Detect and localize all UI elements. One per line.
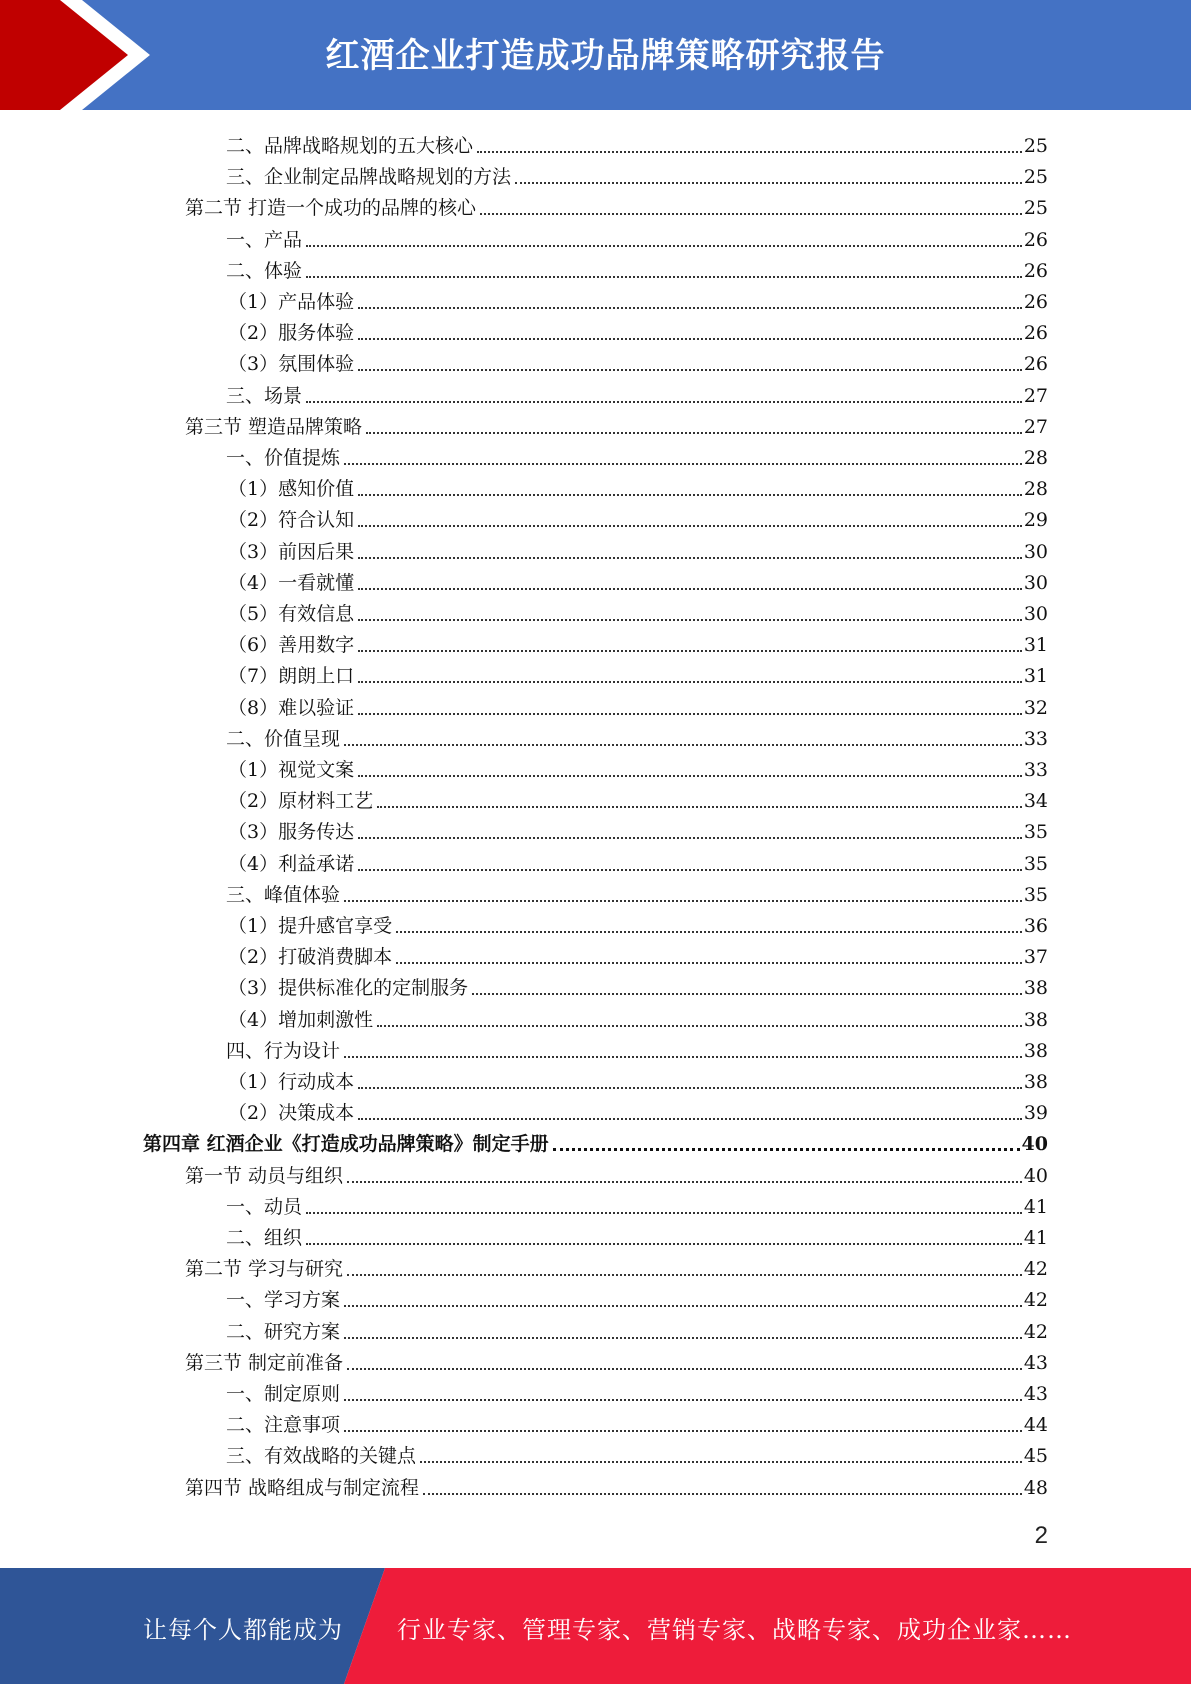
toc-entry-label: 四、行为设计 <box>226 1039 344 1063</box>
toc-dot-leader <box>358 619 1022 621</box>
toc-dot-leader <box>344 744 1022 746</box>
toc-entry-label: 二、价值呈现 <box>226 727 344 751</box>
toc-entry-page: 43 <box>1023 1351 1048 1374</box>
toc-dot-leader <box>306 1243 1022 1245</box>
toc-entry-page: 34 <box>1023 790 1048 813</box>
toc-entry-label: 第四章 红酒企业《打造成功品牌策略》制定手册 <box>143 1132 553 1156</box>
toc-entry-label: 二、注意事项 <box>226 1413 344 1437</box>
toc-entry-label: （2）原材料工艺 <box>228 789 377 813</box>
toc-entry[interactable] <box>226 439 1048 470</box>
toc-entry-label: 一、产品 <box>226 228 306 252</box>
toc-entry[interactable] <box>185 1250 1048 1281</box>
toc-entry[interactable] <box>226 1406 1048 1437</box>
footer-slogan-left: 让每个人都能成为 <box>143 1616 343 1644</box>
toc-dot-leader <box>347 1181 1022 1183</box>
toc-dot-leader <box>480 213 1022 215</box>
toc-dot-leader <box>472 993 1022 995</box>
toc-entry-page: 25 <box>1023 166 1048 189</box>
toc-entry-label: 三、企业制定品牌战略规划的方法 <box>226 165 515 189</box>
toc-entry-page: 41 <box>1023 1195 1048 1218</box>
toc-entry-page: 26 <box>1023 291 1048 313</box>
toc-entry-page: 27 <box>1023 384 1048 407</box>
toc-dot-leader <box>358 775 1022 777</box>
toc-entry-label: （1）视觉文案 <box>228 758 358 782</box>
toc-entry-page: 33 <box>1023 759 1048 781</box>
toc-entry[interactable] <box>228 564 1048 595</box>
toc-dot-leader <box>358 1118 1022 1120</box>
toc-entry[interactable] <box>228 283 1048 314</box>
toc-entry-page: 44 <box>1023 1414 1048 1437</box>
toc-entry-page: 42 <box>1023 1320 1048 1343</box>
toc-dot-leader <box>377 806 1022 808</box>
toc-entry-page: 26 <box>1023 322 1048 345</box>
toc-entry-page: 45 <box>1023 1445 1048 1468</box>
toc-dot-leader <box>306 1212 1022 1214</box>
toc-entry-page: 36 <box>1023 915 1048 937</box>
report-title: 红酒企业打造成功品牌策略研究报告 <box>325 36 886 76</box>
toc-entry[interactable] <box>228 813 1048 844</box>
toc-entry-label: 二、品牌战略规划的五大核心 <box>226 134 477 158</box>
toc-entry-page: 35 <box>1023 883 1048 906</box>
toc-entry-label: （4）增加刺激性 <box>228 1008 377 1032</box>
toc-entry[interactable] <box>228 501 1048 532</box>
toc-dot-leader <box>344 463 1022 465</box>
toc-dot-leader <box>423 1493 1022 1495</box>
toc-dot-leader <box>420 1461 1022 1463</box>
toc-entry-page: 26 <box>1023 259 1048 282</box>
toc-entry[interactable] <box>228 938 1048 969</box>
toc-entry[interactable] <box>228 533 1048 564</box>
toc-entry-label: （6）善用数字 <box>228 633 358 657</box>
toc-dot-leader <box>344 1430 1022 1432</box>
toc-entry-page: 31 <box>1023 665 1048 688</box>
toc-entry-page: 38 <box>1023 1039 1048 1062</box>
toc-entry-label: （4）利益承诺 <box>228 852 358 876</box>
toc-entry[interactable] <box>185 408 1048 439</box>
toc-entry-page: 39 <box>1023 1102 1048 1125</box>
toc-entry-page: 38 <box>1023 977 1048 1000</box>
toc-dot-leader <box>306 401 1022 403</box>
toc-entry-page: 29 <box>1023 509 1048 532</box>
toc-entry[interactable] <box>185 1157 1048 1188</box>
toc-dot-leader <box>366 432 1022 434</box>
toc-dot-leader <box>306 276 1022 278</box>
toc-entry-page: 27 <box>1023 415 1048 438</box>
toc-entry[interactable] <box>228 470 1048 501</box>
toc-dot-leader <box>515 182 1022 184</box>
toc-dot-leader <box>344 1305 1022 1307</box>
toc-entry-label: 一、价值提炼 <box>226 446 344 470</box>
toc-entry[interactable] <box>226 1375 1048 1406</box>
toc-entry[interactable] <box>228 969 1048 1000</box>
toc-dot-leader <box>553 1148 1020 1151</box>
toc-entry-label: （1）行动成本 <box>228 1070 358 1094</box>
toc-entry[interactable] <box>228 1094 1048 1125</box>
toc-entry-label: （1）提升感官享受 <box>228 914 396 938</box>
toc-entry-page: 26 <box>1023 228 1048 251</box>
toc-entry-page: 42 <box>1023 1289 1048 1312</box>
toc-entry-label: 三、有效战略的关键点 <box>226 1444 420 1468</box>
toc-entry[interactable] <box>228 657 1048 688</box>
toc-entry-label: 第四节 战略组成与制定流程 <box>185 1476 423 1500</box>
toc-entry-label: （3）服务传达 <box>228 820 358 844</box>
toc-entry[interactable] <box>228 626 1048 657</box>
toc-entry[interactable] <box>228 845 1048 876</box>
toc-dot-leader <box>358 869 1022 871</box>
toc-dot-leader <box>358 338 1022 340</box>
toc-entry[interactable] <box>226 377 1048 408</box>
toc-entry-label: 二、组织 <box>226 1226 306 1250</box>
toc-dot-leader <box>358 650 1022 652</box>
toc-entry-page: 42 <box>1023 1258 1048 1281</box>
toc-dot-leader <box>358 557 1022 559</box>
toc-entry[interactable] <box>185 189 1048 220</box>
toc-entry-label: 二、体验 <box>226 259 306 283</box>
toc-entry-label: 一、动员 <box>226 1195 306 1219</box>
toc-entry-page: 35 <box>1023 852 1048 875</box>
toc-entry-page: 38 <box>1023 1008 1048 1031</box>
toc-dot-leader <box>358 494 1022 496</box>
toc-entry-label: 第二节 学习与研究 <box>185 1257 347 1281</box>
toc-dot-leader <box>344 1337 1022 1339</box>
toc-dot-leader <box>306 245 1022 247</box>
toc-dot-leader <box>358 713 1022 715</box>
toc-entry-label: 三、峰值体验 <box>226 883 344 907</box>
toc-entry[interactable] <box>226 1437 1048 1468</box>
toc-entry[interactable] <box>228 689 1048 720</box>
toc-entry-page: 30 <box>1023 603 1048 625</box>
toc-dot-leader <box>344 1399 1022 1401</box>
toc-entry[interactable] <box>226 221 1048 252</box>
toc-entry-label: （8）难以验证 <box>228 696 358 720</box>
toc-entry-label: （2）决策成本 <box>228 1101 358 1125</box>
toc-entry-page: 43 <box>1023 1383 1048 1405</box>
toc-entry-label: （3）提供标准化的定制服务 <box>228 976 472 1000</box>
toc-entry-page: 25 <box>1023 135 1048 157</box>
toc-entry[interactable] <box>228 1063 1048 1094</box>
toc-entry-label: （3）氛围体验 <box>228 352 358 376</box>
toc-entry-page: 28 <box>1023 447 1048 469</box>
toc-entry-page: 48 <box>1023 1476 1048 1499</box>
toc-entry[interactable] <box>226 1188 1048 1219</box>
toc-dot-leader <box>358 681 1022 683</box>
toc-dot-leader <box>396 931 1022 933</box>
toc-entry-label: （7）朗朗上口 <box>228 664 358 688</box>
footer-slogan-right: 行业专家、管理专家、营销专家、战略专家、成功企业家…… <box>397 1616 1072 1644</box>
toc-entry-page: 33 <box>1023 727 1048 750</box>
toc-entry-page: 28 <box>1023 478 1048 501</box>
toc-entry[interactable] <box>226 1313 1048 1344</box>
toc-dot-leader <box>358 588 1022 590</box>
toc-entry-page: 26 <box>1023 353 1048 376</box>
toc-entry-page: 40 <box>1023 1164 1048 1187</box>
toc-dot-leader <box>358 525 1022 527</box>
toc-entry-label: 一、制定原则 <box>226 1382 344 1406</box>
toc-dot-leader <box>396 962 1022 964</box>
toc-entry-label: 第一节 动员与组织 <box>185 1164 347 1188</box>
toc-dot-leader <box>344 1056 1022 1058</box>
toc-entry-page: 41 <box>1023 1227 1048 1249</box>
toc-entry[interactable] <box>226 252 1048 283</box>
toc-dot-leader <box>358 837 1022 839</box>
toc-dot-leader <box>377 1025 1022 1027</box>
toc-entry[interactable] <box>226 127 1048 158</box>
page-number: 2 <box>1034 1522 1048 1549</box>
toc-entry-label: （4）一看就懂 <box>228 571 358 595</box>
toc-entry[interactable] <box>143 1125 1048 1156</box>
toc-entry-label: 一、学习方案 <box>226 1288 344 1312</box>
toc-entry-page: 25 <box>1023 197 1048 220</box>
toc-entry[interactable] <box>185 1344 1048 1375</box>
toc-entry-label: （5）有效信息 <box>228 602 358 626</box>
toc-entry-page: 38 <box>1023 1071 1048 1093</box>
toc-entry-label: 第三节 塑造品牌策略 <box>185 415 366 439</box>
toc-entry-page: 32 <box>1023 696 1048 719</box>
toc-dot-leader <box>347 1274 1022 1276</box>
toc-entry-label: 三、场景 <box>226 384 306 408</box>
toc-entry[interactable] <box>228 782 1048 813</box>
toc-entry[interactable] <box>226 876 1048 907</box>
toc-entry[interactable] <box>228 314 1048 345</box>
toc-entry-label: （2）服务体验 <box>228 321 358 345</box>
toc-dot-leader <box>358 307 1022 309</box>
toc-entry-page: 30 <box>1023 571 1048 594</box>
toc-entry[interactable] <box>226 1281 1048 1312</box>
toc-entry[interactable] <box>228 907 1048 938</box>
toc-dot-leader <box>477 151 1022 153</box>
toc-entry-label: 第三节 制定前准备 <box>185 1351 347 1375</box>
page-footer <box>0 1568 1191 1684</box>
toc-entry[interactable] <box>185 1469 1048 1500</box>
toc-entry-label: 二、研究方案 <box>226 1320 344 1344</box>
toc-entry[interactable] <box>228 595 1048 626</box>
toc-dot-leader <box>344 900 1022 902</box>
toc-entry-page: 40 <box>1021 1133 1048 1156</box>
toc-entry-page: 31 <box>1023 634 1048 657</box>
toc-entry-page: 30 <box>1023 540 1048 563</box>
toc-entry-label: （2）打破消费脚本 <box>228 945 396 969</box>
toc-entry-page: 35 <box>1023 821 1048 844</box>
toc-entry[interactable] <box>226 720 1048 751</box>
toc-entry-label: （2）符合认知 <box>228 508 358 532</box>
toc-entry[interactable] <box>226 158 1048 189</box>
toc-dot-leader <box>358 369 1022 371</box>
toc-dot-leader <box>358 1087 1022 1089</box>
toc-entry-label: （1）感知价值 <box>228 477 358 501</box>
toc-entry[interactable] <box>226 1032 1048 1063</box>
toc-entry-label: （1）产品体验 <box>228 290 358 314</box>
toc-entry-page: 37 <box>1023 946 1048 969</box>
toc-entry-label: 第二节 打造一个成功的品牌的核心 <box>185 196 480 220</box>
toc-entry[interactable] <box>228 751 1048 782</box>
toc-dot-leader <box>347 1368 1022 1370</box>
toc-entry[interactable] <box>228 1001 1048 1032</box>
page-header <box>0 0 1191 110</box>
toc-entry[interactable] <box>228 345 1048 376</box>
toc-entry[interactable] <box>226 1219 1048 1250</box>
toc-entry-label: （3）前因后果 <box>228 540 358 564</box>
